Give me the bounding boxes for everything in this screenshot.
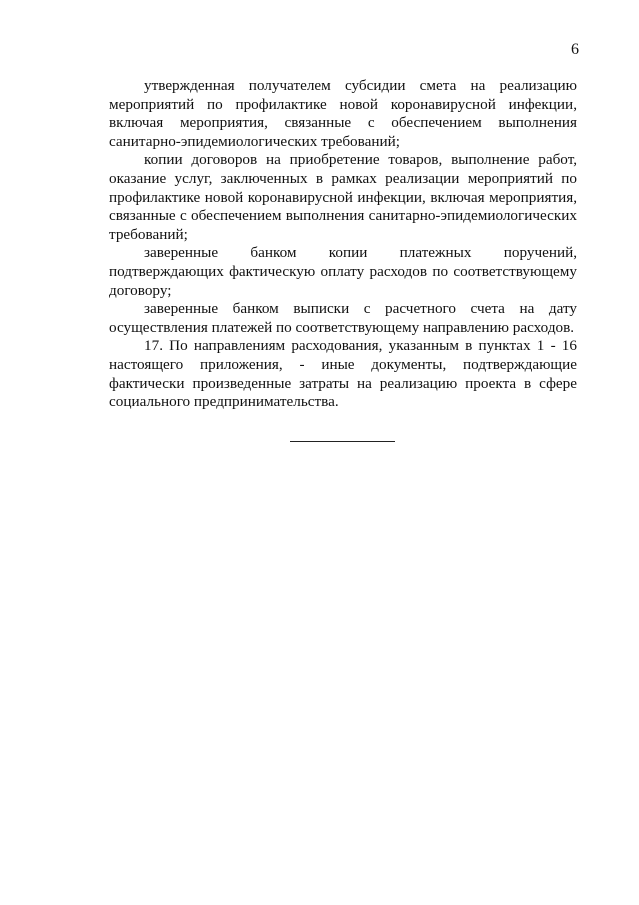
document-body (109, 77, 577, 412)
paragraph-estimate: утвержденная получателем субсидии смета на реализацию мероприятий по профилактике новой коронавирусной инфекции, включая мероприятия, связанные с обеспечением выполнения санитарно-эпидемиологических требований; (109, 77, 577, 150)
paragraph-bank-statements: заверенные банком выписки с расчетного счета на дату осуществления платежей по соответствующему направлению расходов. (109, 300, 577, 336)
paragraph-item-17: 17. По направлениям расходования, указанным в пунктах 1 - 16 настоящего приложения, - иные документы, подтверждающие фактически произведенные затраты на реализацию проекта в сфере социального предпринимательства. (109, 337, 577, 411)
page-number: 6 (571, 41, 579, 58)
end-separator-line (290, 441, 395, 442)
paragraph-contracts: копии договоров на приобретение товаров, выполнение работ, оказание услуг, заключенных в рамках реализации мероприятий по профилактике новой коронавирусной инфекции, включая мероприятия, связанные с обеспечением выполнения санитарно-эпидемиологических требований; (109, 151, 577, 243)
paragraph-payment-orders: заверенные банком копии платежных поручений, подтверждающих фактическую оплату расходов по соответствующему договору; (109, 244, 577, 299)
